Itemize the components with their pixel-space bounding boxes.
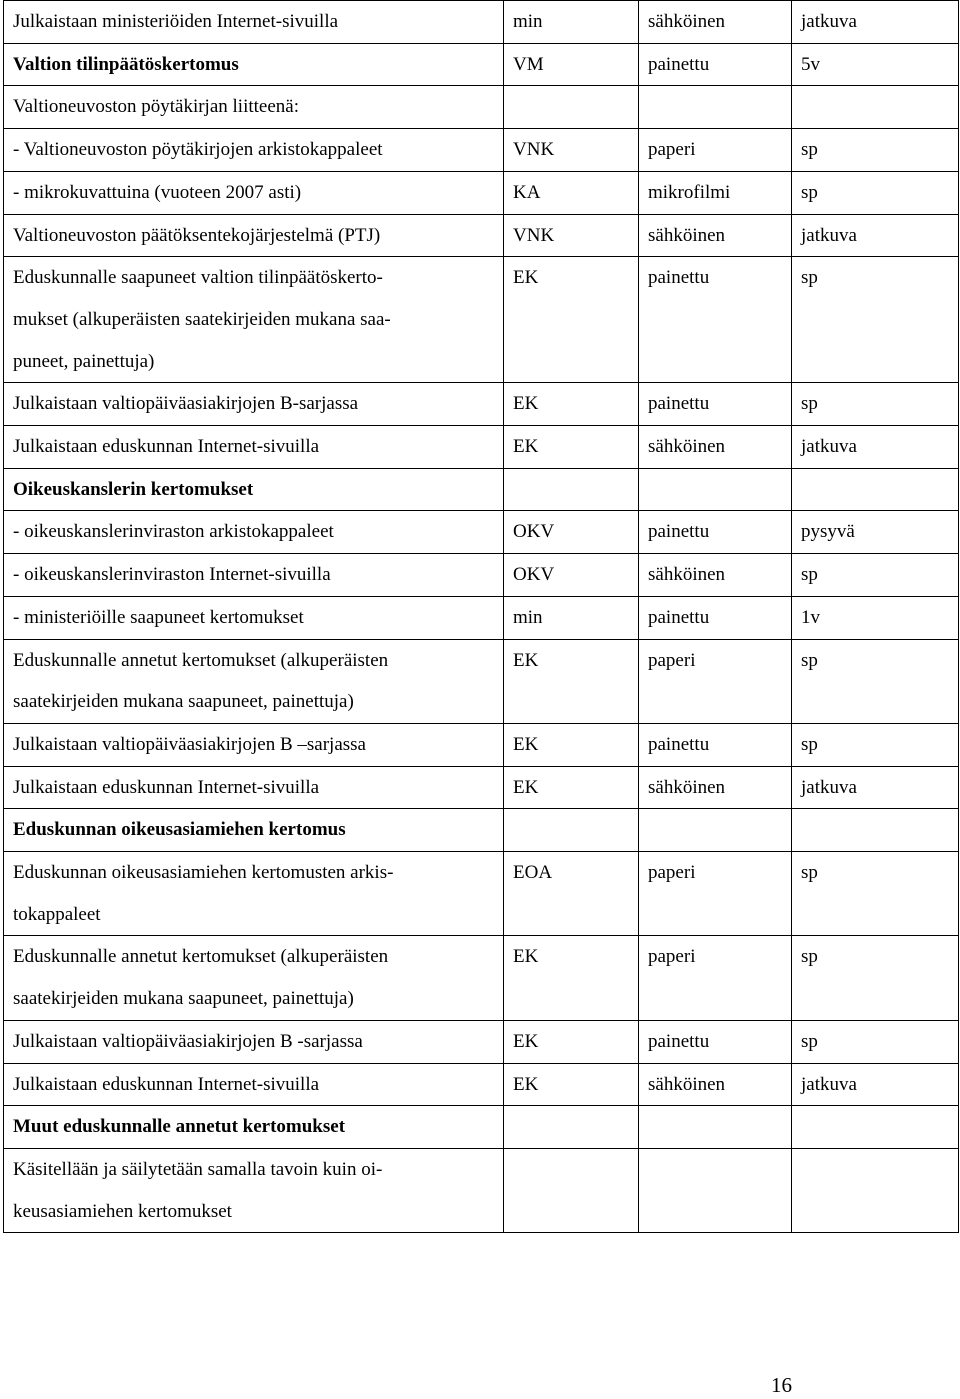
table-row	[4, 171, 959, 214]
format-cell: sähköinen	[639, 214, 792, 257]
organization-cell: OKV	[504, 511, 639, 554]
organization-cell: VNK	[504, 129, 639, 172]
format-cell	[639, 809, 792, 852]
format-cell: painettu	[639, 257, 792, 383]
organization-cell: EK	[504, 1063, 639, 1106]
document-cell: Julkaistaan ministeriöiden Internet-sivuilla	[4, 1, 504, 44]
organization-cell	[504, 809, 639, 852]
table-row	[4, 383, 959, 426]
retention-cell: jatkuva	[792, 214, 959, 257]
retention-cell: sp	[792, 1020, 959, 1063]
table-row	[4, 511, 959, 554]
organization-cell	[504, 1148, 639, 1232]
document-cell: Julkaistaan valtiopäiväasiakirjojen B-sarjassa	[4, 383, 504, 426]
format-cell: sähköinen	[639, 1063, 792, 1106]
document-cell: Julkaistaan eduskunnan Internet-sivuilla	[4, 766, 504, 809]
retention-cell: sp	[792, 129, 959, 172]
retention-cell: 5v	[792, 43, 959, 86]
retention-cell: jatkuva	[792, 1063, 959, 1106]
table-row	[4, 766, 959, 809]
retention-cell: sp	[792, 171, 959, 214]
retention-cell: sp	[792, 852, 959, 936]
document-cell: Eduskunnalle annetut kertomukset (alkuperäisten saatekirjeiden mukana saapuneet, painettuja)	[4, 639, 504, 723]
retention-cell: sp	[792, 257, 959, 383]
document-cell: - ministeriöille saapuneet kertomukset	[4, 596, 504, 639]
retention-table	[3, 0, 959, 1233]
organization-cell: EK	[504, 257, 639, 383]
organization-cell: EK	[504, 426, 639, 469]
format-cell	[639, 1148, 792, 1232]
table-row	[4, 723, 959, 766]
document-cell: Muut eduskunnalle annetut kertomukset	[4, 1106, 504, 1149]
document-cell: Eduskunnan oikeusasiamiehen kertomusten arkis- tokappaleet	[4, 852, 504, 936]
retention-cell: sp	[792, 639, 959, 723]
format-cell: painettu	[639, 596, 792, 639]
retention-cell: sp	[792, 723, 959, 766]
retention-cell	[792, 1106, 959, 1149]
organization-cell: EK	[504, 1020, 639, 1063]
table-row	[4, 936, 959, 1020]
retention-cell: jatkuva	[792, 766, 959, 809]
table-row	[4, 1063, 959, 1106]
organization-cell: EK	[504, 936, 639, 1020]
format-cell: paperi	[639, 129, 792, 172]
format-cell: painettu	[639, 511, 792, 554]
table-row	[4, 214, 959, 257]
format-cell: sähköinen	[639, 1, 792, 44]
format-cell	[639, 468, 792, 511]
format-cell: painettu	[639, 1020, 792, 1063]
document-cell: Eduskunnan oikeusasiamiehen kertomus	[4, 809, 504, 852]
organization-cell: OKV	[504, 554, 639, 597]
document-cell: - Valtioneuvoston pöytäkirjojen arkistokappaleet	[4, 129, 504, 172]
document-cell: Julkaistaan valtiopäiväasiakirjojen B –sarjassa	[4, 723, 504, 766]
document-cell: Oikeuskanslerin kertomukset	[4, 468, 504, 511]
document-cell: - oikeuskanslerinviraston Internet-sivuilla	[4, 554, 504, 597]
organization-cell: min	[504, 596, 639, 639]
organization-cell	[504, 86, 639, 129]
format-cell	[639, 86, 792, 129]
retention-cell	[792, 1148, 959, 1232]
format-cell: painettu	[639, 723, 792, 766]
retention-cell: 1v	[792, 596, 959, 639]
retention-cell: sp	[792, 383, 959, 426]
table-row	[4, 86, 959, 129]
retention-cell: jatkuva	[792, 426, 959, 469]
format-cell: paperi	[639, 936, 792, 1020]
table-row	[4, 596, 959, 639]
page-number: 16	[771, 1373, 792, 1397]
table-row	[4, 639, 959, 723]
table-row	[4, 426, 959, 469]
table-row	[4, 129, 959, 172]
organization-cell: KA	[504, 171, 639, 214]
document-cell: - oikeuskanslerinviraston arkistokappaleet	[4, 511, 504, 554]
organization-cell: EK	[504, 383, 639, 426]
format-cell: sähköinen	[639, 426, 792, 469]
format-cell	[639, 1106, 792, 1149]
document-cell: - mikrokuvattuina (vuoteen 2007 asti)	[4, 171, 504, 214]
organization-cell: EOA	[504, 852, 639, 936]
format-cell: painettu	[639, 383, 792, 426]
document-cell: Valtioneuvoston päätöksentekojärjestelmä (PTJ)	[4, 214, 504, 257]
section-heading-row	[4, 43, 959, 86]
table-row	[4, 1, 959, 44]
format-cell: mikrofilmi	[639, 171, 792, 214]
document-cell: Eduskunnalle annetut kertomukset (alkuperäisten saatekirjeiden mukana saapuneet, painettuja)	[4, 936, 504, 1020]
document-cell: Julkaistaan eduskunnan Internet-sivuilla	[4, 426, 504, 469]
format-cell: paperi	[639, 639, 792, 723]
document-cell: Käsitellään ja säilytetään samalla tavoin kuin oi- keusasiamiehen kertomukset	[4, 1148, 504, 1232]
format-cell: painettu	[639, 43, 792, 86]
document-cell: Julkaistaan eduskunnan Internet-sivuilla	[4, 1063, 504, 1106]
section-heading-row	[4, 809, 959, 852]
document-cell: Valtion tilinpäätöskertomus	[4, 43, 504, 86]
retention-cell: sp	[792, 936, 959, 1020]
retention-cell	[792, 809, 959, 852]
document-cell: Julkaistaan valtiopäiväasiakirjojen B -sarjassa	[4, 1020, 504, 1063]
table-row	[4, 257, 959, 383]
table-row	[4, 1148, 959, 1232]
organization-cell: EK	[504, 639, 639, 723]
retention-cell	[792, 86, 959, 129]
table-row	[4, 1020, 959, 1063]
organization-cell: EK	[504, 723, 639, 766]
organization-cell: VM	[504, 43, 639, 86]
retention-cell: pysyvä	[792, 511, 959, 554]
organization-cell: min	[504, 1, 639, 44]
table-row	[4, 852, 959, 936]
retention-cell	[792, 468, 959, 511]
format-cell: sähköinen	[639, 766, 792, 809]
organization-cell	[504, 1106, 639, 1149]
retention-cell: sp	[792, 554, 959, 597]
section-heading-row	[4, 468, 959, 511]
format-cell: paperi	[639, 852, 792, 936]
format-cell: sähköinen	[639, 554, 792, 597]
document-cell: Valtioneuvoston pöytäkirjan liitteenä:	[4, 86, 504, 129]
organization-cell: EK	[504, 766, 639, 809]
document-cell: Eduskunnalle saapuneet valtion tilinpäätöskerto- mukset (alkuperäisten saatekirjeiden mukana saa- puneet, painettuja)	[4, 257, 504, 383]
organization-cell: VNK	[504, 214, 639, 257]
retention-cell: jatkuva	[792, 1, 959, 44]
section-heading-row	[4, 1106, 959, 1149]
table-row	[4, 554, 959, 597]
organization-cell	[504, 468, 639, 511]
